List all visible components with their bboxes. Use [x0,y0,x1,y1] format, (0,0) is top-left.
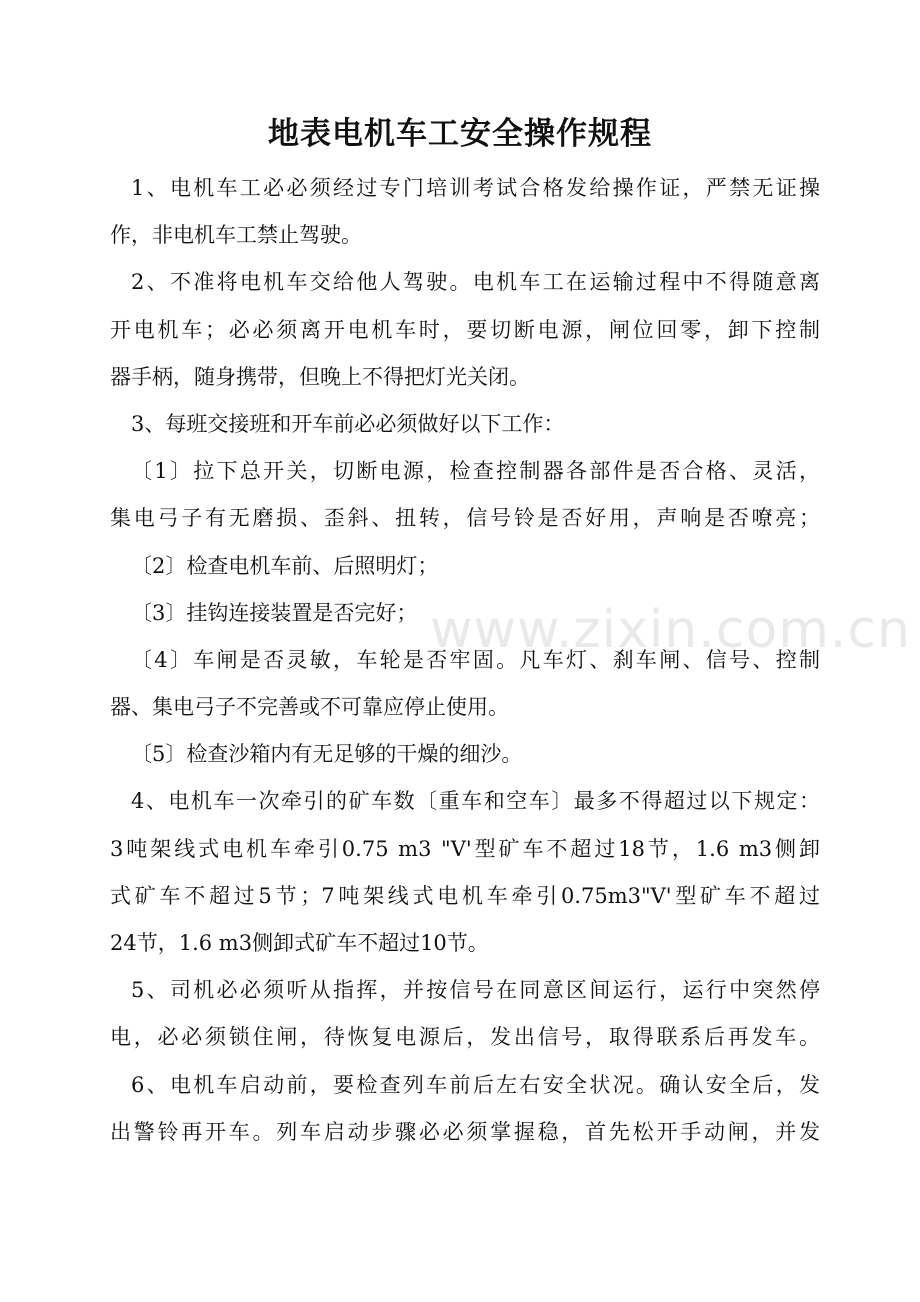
text-line: 〔2〕检查电机车前、后照明灯； [131,553,439,578]
text-line: 出警铃再开车。列车启动步骤必必须掌握稳，首先松开手动闸，并发 [110,1119,820,1144]
text-line: 式矿车不超过5节；7吨架线式电机车牵引0.75m3"V'型矿车不超过 [110,883,820,908]
text-line: 1、电机车工必必须经过专门培训考试合格发给操作证，严禁无证操 [131,176,820,200]
text-line: 器手柄，随身携带，但晚上不得把灯光关闭。 [110,364,530,389]
text-line: 〔5〕检查沙箱内有无足够的干燥的细沙。 [131,742,523,767]
document-body [110,165,820,1156]
text-line: 3、每班交接班和开车前必必须做好以下工作： [131,411,565,436]
watermark: www.zixin.com.cn [430,600,911,660]
text-line: 3吨架线式电机车牵引0.75 m3 "V'型矿车不超过18节，1.6 m3侧卸 [110,836,820,861]
text-line: 开电机车；必必须离开电机车时，要切断电源，闸位回零，卸下控制 [110,317,820,342]
text-line: 器、集电弓子不完善或不可靠应停止使用。 [110,695,509,720]
text-line: 5、司机必必须听从指挥，并按信号在同意区间运行，运行中突然停 [131,978,820,1003]
text-line: 〔3〕挂钩连接装置是否完好； [131,600,418,625]
text-line: 作，非电机车工禁止驾驶。 [110,223,362,248]
text-line: 2、不准将电机车交给他人驾驶。电机车工在运输过程中不得随意离 [131,270,820,295]
text-line: 24节，1.6 m3侧卸式矿车不超过10节。 [110,931,489,955]
text-line: 6、电机车启动前，要检查列车前后左右安全状况。确认安全后，发 [131,1072,820,1097]
text-line: 〔1〕拉下总开关，切断电源，检查控制器各部件是否合格、灵活， [131,459,820,484]
text-line: 4、电机车一次牵引的矿车数〔重车和空车〕最多不得超过以下规定： [131,789,820,814]
text-line: 电，必必须锁住闸，待恢复电源后，发出信号，取得联系后再发车。 [110,1025,820,1050]
text-line: 〔4〕车闸是否灵敏，车轮是否牢固。凡车灯、刹车闸、信号、控制 [131,647,820,672]
document-title: 地表电机车工安全操作规程 [268,116,652,152]
text-line: 集电弓子有无磨损、歪斜、扭转，信号铃是否好用，声响是否嘹亮； [110,506,820,531]
